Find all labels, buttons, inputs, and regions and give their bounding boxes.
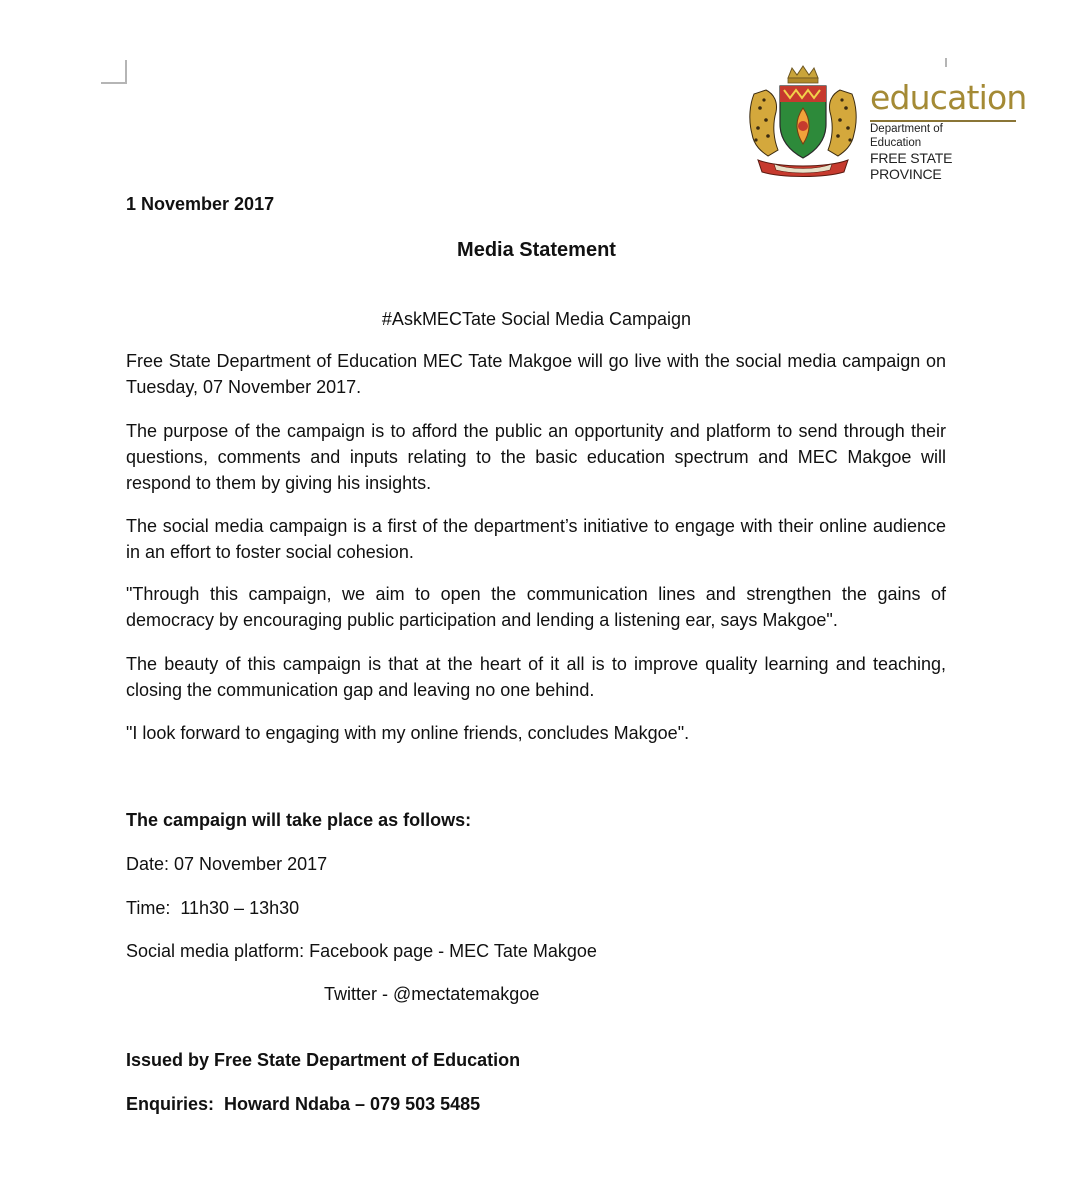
enquiries: Enquiries: Howard Ndaba – 079 503 5485 <box>126 1094 481 1114</box>
department-logo <box>744 64 1027 184</box>
paragraph-intro: Free State Department of Education MEC Tate Makgoe will go live with the social media campaign on Tuesday, 07 November 2017. <box>126 351 946 397</box>
platform-facebook: Social media platform: Facebook page - MEC Tate Makgoe <box>126 941 597 961</box>
page-title: Media Statement <box>457 239 616 261</box>
logo-department-line: Department of <box>870 123 943 135</box>
paragraph-closing-quote: "I look forward to engaging with my online friends, concludes Makgoe". <box>126 723 690 743</box>
paragraph-beauty: The beauty of this campaign is that at the heart of it all is to improve quality learning and teaching, closing the communication gap and leaving no one behind. <box>126 654 946 700</box>
campaign-heading: #AskMECTate Social Media Campaign <box>381 309 692 329</box>
logo-province: FREE STATE PROVINCE <box>870 150 953 182</box>
page-margin-mark-left <box>101 60 127 84</box>
coat-of-arms-icon <box>744 64 862 180</box>
logo-divider <box>870 120 1016 122</box>
paragraph-purpose: The purpose of the campaign is to afford the public an opportunity and platform to send through their questions, comments and inputs relating to the basic education spectrum and MEC Makgoe will respond to them by giving his insights. <box>126 421 946 493</box>
schedule-date: Date: 07 November 2017 <box>126 854 328 874</box>
schedule-heading: The campaign will take place as follows: <box>126 810 472 830</box>
platform-twitter: Twitter - @mectatemakgoe <box>324 984 540 1004</box>
issued-by: Issued by Free State Department of Education <box>126 1050 521 1070</box>
statement-date: 1 November 2017 <box>126 194 275 214</box>
paragraph-initiative: The social media campaign is a first of the department’s initiative to engage with their online audience in an effort to foster social cohesion. <box>126 516 946 562</box>
schedule-time: Time: 11h30 – 13h30 <box>126 898 300 918</box>
logo-wordmark: education <box>870 78 1027 117</box>
logo-education-line: Education <box>870 136 922 149</box>
paragraph-quote: "Through this campaign, we aim to open the communication lines and strengthen the gains of democracy by encouraging public participation and lending a listening ear, says Makgoe". <box>126 584 946 630</box>
